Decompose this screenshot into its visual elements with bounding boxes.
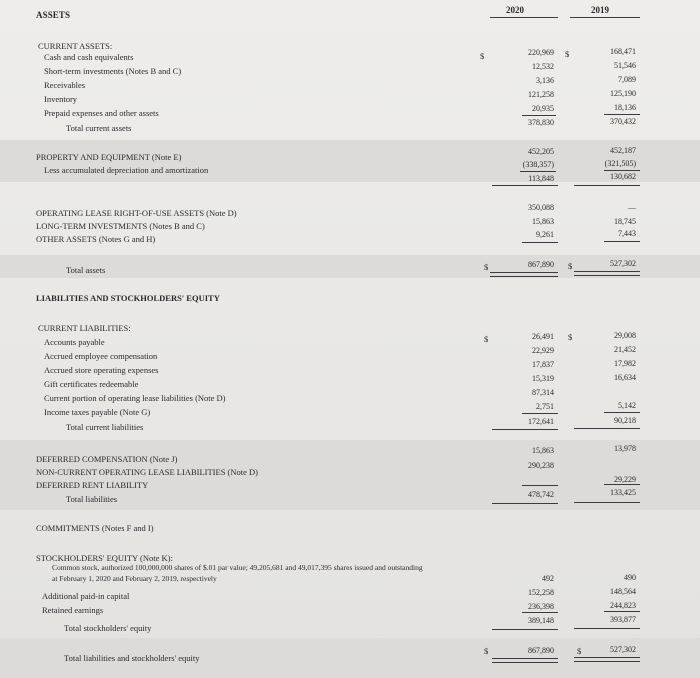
assets-heading: ASSETS	[36, 10, 71, 20]
ppe-net-2020: 113,848	[528, 174, 554, 183]
ca-row-cash-2020: 220,969	[528, 48, 554, 57]
apic-2020: 152,258	[528, 588, 554, 597]
ca-row-cash-dollar-2020: $	[480, 51, 485, 61]
ppe-label: PROPERTY AND EQUIPMENT (Note E)	[36, 152, 182, 162]
ca-row-inventory-label: Inventory	[44, 94, 78, 104]
other-assets-rule-2020	[522, 242, 558, 243]
ca-row-sti-label: Short-term investments (Notes B and C)	[44, 66, 182, 76]
total-le-2020: 867,890	[528, 646, 554, 655]
ca-row-receivables-2019: 7,089	[618, 75, 636, 84]
ca-row-sti-2019: 51,546	[614, 61, 636, 70]
ca-total-2019: 370,432	[610, 117, 636, 126]
commitments-label: COMMITMENTS (Notes F and I)	[36, 523, 154, 533]
common-stock-2020: 492	[542, 574, 554, 583]
cl-row-ap-label: Accounts payable	[44, 337, 105, 347]
other-asset-oth-2019: 7,443	[618, 229, 636, 238]
ca-row-inventory-2020: 121,258	[528, 90, 554, 99]
total-assets-2020: 867,890	[528, 260, 554, 269]
other-assets-rule-2019	[604, 241, 640, 242]
cl-total-label: Total current liabilities	[66, 422, 144, 432]
ca-row-receivables-label: Receivables	[44, 80, 86, 90]
total-assets-double-rule-2019	[574, 271, 640, 276]
other-asset-rou-2020: 350,088	[528, 203, 554, 212]
cl-row-comp-label: Accrued employee compensation	[44, 351, 158, 361]
equity-rule-2019	[604, 611, 640, 612]
current-assets-title: CURRENT ASSETS:	[38, 41, 113, 51]
common-stock-line2: at February 1, 2020 and February 2, 2019, respectively	[52, 574, 217, 583]
ca-row-cash-label: Cash and cash equivalents	[44, 52, 134, 62]
other-asset-lti-label: LONG-TERM INVESTMENTS (Notes B and C)	[36, 221, 205, 231]
ca-subtotal-rule-2019	[604, 114, 640, 115]
cl-row-comp-2019: 21,452	[614, 345, 636, 354]
total-equity-rule-2019	[574, 628, 640, 629]
total-equity-2020: 389,148	[528, 616, 554, 625]
cl-row-store-2020: 17,837	[532, 360, 554, 369]
other-asset-lti-2020: 15,863	[532, 217, 554, 226]
total-liabilities-label: Total liabilities	[66, 494, 118, 504]
equity-rule-2020	[522, 612, 558, 613]
ca-total-2020: 378,830	[528, 118, 554, 127]
total-liabilities-rule-2020	[492, 503, 558, 504]
total-assets-2019: 527,302	[610, 259, 636, 268]
cl-subtotal-rule-2020	[522, 413, 558, 414]
common-stock-line1: Common stock, authorized 100,000,000 shares of $.01 par value; 49,205,681 and 49,017,395 shares issued and outstanding	[52, 563, 423, 572]
total-liabilities-2020: 478,742	[528, 490, 554, 499]
apic-label: Additional paid-in capital	[42, 591, 130, 601]
cl-row-tax-2019: 5,142	[618, 401, 636, 410]
deferred-comp-2020: 15,863	[532, 446, 554, 455]
current-liabilities-title: CURRENT LIABILITIES:	[38, 323, 131, 333]
ppe-dep-2019: (321,505)	[604, 159, 636, 168]
cl-row-gift-label: Gift certificates redeemable	[44, 379, 139, 389]
ca-row-cash-dollar-2019: $	[565, 49, 570, 59]
retained-earnings-2020: 236,398	[528, 602, 554, 611]
cl-row-comp-2020: 22,929	[532, 346, 554, 355]
other-asset-lti-2019: 18,745	[614, 217, 636, 226]
cl-row-lease-label: Current portion of operating lease liabilities (Note D)	[44, 393, 226, 403]
equity-title: STOCKHOLDERS' EQUITY (Note K):	[36, 553, 173, 563]
ppe-rule-2020	[520, 171, 556, 172]
liabilities-heading: LIABILITIES AND STOCKHOLDERS' EQUITY	[36, 293, 220, 303]
total-le-double-rule-2020	[492, 658, 558, 663]
cl-row-gift-2019: 16,634	[614, 373, 636, 382]
deferred-rent-2019: 29,229	[614, 475, 636, 484]
total-liabilities-2019: 133,425	[610, 488, 636, 497]
ppe-2019: 452,187	[610, 146, 636, 155]
cl-total-2019: 90,218	[614, 416, 636, 425]
ca-subtotal-rule-2020	[522, 115, 556, 116]
ppe-net-2019: 130,682	[610, 172, 636, 181]
cl-row-gift-2020: 15,319	[532, 374, 554, 383]
ca-row-inventory-2019: 125,190	[610, 89, 636, 98]
ppe-net-rule-2020	[492, 185, 558, 186]
header-rule-2019	[570, 17, 640, 18]
total-equity-2019: 393,877	[610, 615, 636, 624]
cl-row-tax-label: Income taxes payable (Note G)	[44, 407, 151, 417]
cl-row-ap-dollar-2019: $	[568, 332, 573, 342]
total-equity-rule-2020	[492, 629, 558, 630]
ca-row-receivables-2020: 3,136	[536, 76, 554, 85]
header-rule-2020	[490, 17, 558, 18]
cl-total-rule-2020	[492, 429, 558, 430]
ppe-rule-2019	[604, 170, 640, 171]
other-asset-oth-label: OTHER ASSETS (Notes G and H)	[36, 234, 156, 244]
noncurrent-rule-2020	[522, 485, 558, 486]
ca-row-prepaid-2019: 18,136	[614, 103, 636, 112]
cl-row-ap-dollar-2020: $	[484, 334, 489, 344]
ca-total-label: Total current assets	[66, 123, 132, 133]
ppe-net-rule-2019	[574, 185, 640, 186]
other-asset-rou-2019: —	[628, 203, 636, 212]
cl-row-tax-2020: 2,751	[536, 402, 554, 411]
year-2019-header: 2019	[591, 5, 609, 15]
other-asset-rou-label: OPERATING LEASE RIGHT-OF-USE ASSETS (Note D)	[36, 208, 237, 218]
total-assets-label: Total assets	[66, 265, 106, 275]
noncurrent-lease-label: NON-CURRENT OPERATING LEASE LIABILITIES (Note D)	[36, 467, 259, 477]
cl-row-store-label: Accrued store operating expenses	[44, 365, 159, 375]
retained-earnings-2019: 244,823	[610, 601, 636, 610]
deferred-comp-2019: 13,978	[614, 444, 636, 453]
cl-row-ap-2019: 29,008	[614, 331, 636, 340]
cl-row-ap-2020: 26,491	[532, 332, 554, 341]
ppe-dep-label: Less accumulated depreciation and amortization	[44, 165, 209, 175]
total-le-label: Total liabilities and stockholders' equity	[64, 653, 200, 663]
cl-row-lease-2020: 87,314	[532, 388, 554, 397]
ca-row-prepaid-label: Prepaid expenses and other assets	[44, 108, 159, 118]
retained-earnings-label: Retained earnings	[42, 605, 104, 615]
deferred-comp-label: DEFERRED COMPENSATION (Note J)	[36, 454, 178, 464]
total-liabilities-rule-2019	[574, 502, 640, 503]
total-assets-double-rule-2020	[490, 272, 558, 277]
apic-2019: 148,564	[610, 587, 636, 596]
ca-row-sti-2020: 12,532	[532, 62, 554, 71]
ca-row-prepaid-2020: 20,935	[532, 104, 554, 113]
deferred-rent-label: DEFERRED RENT LIABILITY	[36, 480, 149, 490]
year-2020-header: 2020	[506, 5, 524, 15]
common-stock-2019: 490	[624, 573, 636, 582]
total-le-2019: 527,302	[610, 645, 636, 654]
cl-total-rule-2019	[574, 428, 640, 429]
total-le-dollar-2020: $	[484, 646, 489, 656]
other-asset-oth-2020: 9,261	[536, 230, 554, 239]
total-le-dollar-2019: $	[577, 646, 582, 656]
ca-row-cash-2019: 168,471	[610, 47, 636, 56]
total-assets-dollar-2020: $	[484, 262, 489, 272]
cl-subtotal-rule-2019	[604, 412, 640, 413]
cl-total-2020: 172,641	[528, 417, 554, 426]
ppe-2020: 452,205	[528, 147, 554, 156]
total-equity-label: Total stockholders' equity	[64, 623, 152, 633]
ppe-dep-2020: (338,357)	[522, 160, 554, 169]
total-assets-dollar-2019: $	[568, 261, 573, 271]
noncurrent-lease-2020: 290,238	[528, 461, 554, 470]
total-le-double-rule-2019	[574, 657, 640, 662]
noncurrent-rule-2019	[604, 484, 640, 485]
cl-row-store-2019: 17,982	[614, 359, 636, 368]
